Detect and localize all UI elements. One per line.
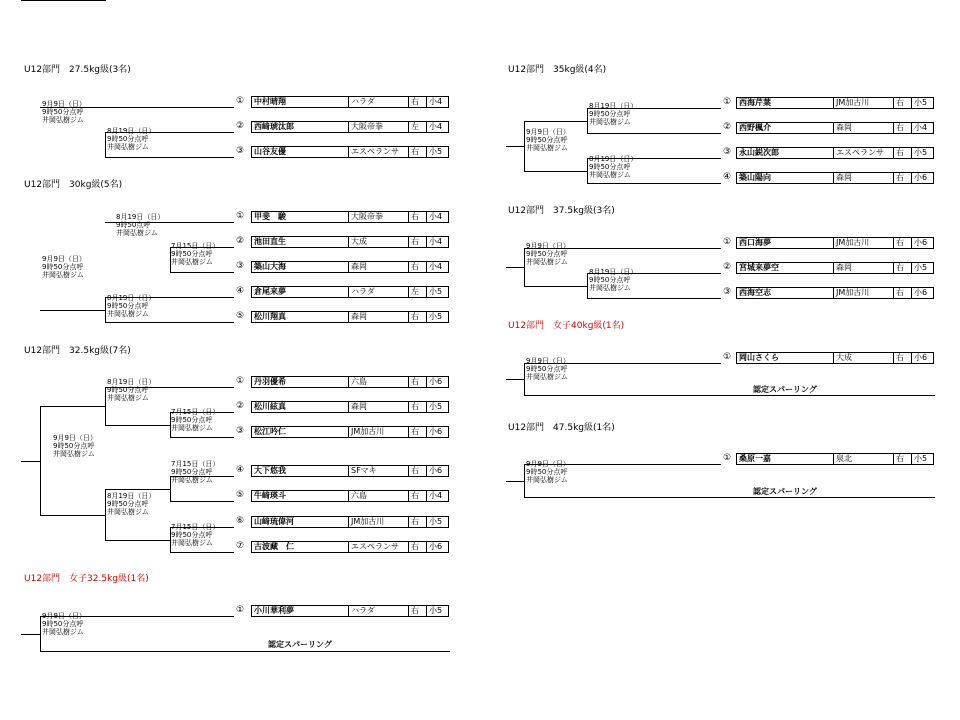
entrant-row [251, 605, 449, 617]
entrant-row [251, 516, 449, 528]
entrant-grade: 小6 [426, 427, 444, 437]
entrant-gym: エスペランサ [348, 542, 408, 552]
entrant-grade: 小5 [426, 312, 444, 322]
entrant-row [736, 287, 934, 299]
bout-date-label: 7月15日（日） 9時50分点呼 井岡弘樹ジム [171, 523, 220, 547]
entrant-row [251, 465, 449, 477]
bout-date-label: 9月9日（日） 9時50分点呼 井岡弘樹ジム [42, 612, 86, 636]
entrant-row [251, 96, 449, 108]
entrant-gym: JM加古川 [833, 98, 893, 108]
seed-number: ② [722, 262, 732, 272]
entrant-name: 松川絃真 [254, 402, 286, 411]
entrant-grade: 小5 [426, 606, 444, 616]
entrant-name: 桑原一嘉 [739, 454, 771, 463]
entrant-row [251, 286, 449, 298]
entrant-grade: 小6 [911, 353, 929, 363]
bracket-line [587, 133, 721, 134]
entrant-row [251, 376, 449, 388]
sparring-note: 認定スパーリング [753, 487, 817, 496]
entrant-name: 牛﨑瑛斗 [254, 491, 286, 500]
entrant-stance: 右 [893, 98, 911, 108]
bout-date-label: 9月9日（日） 9時50分点呼 井岡弘樹ジム [526, 242, 570, 266]
entrant-row [736, 262, 934, 274]
entrant-stance: 右 [893, 238, 911, 248]
entrant-row [251, 541, 449, 553]
bout-date-label: 9月9日（日） 9時50分点呼 井岡弘樹ジム [526, 128, 570, 152]
entrant-name: 西﨑琥汰郎 [254, 122, 294, 131]
entrant-stance: 右 [408, 491, 426, 501]
seed-number: ③ [722, 147, 732, 157]
bracket-line [40, 0, 106, 1]
entrant-name: 宮城来夢空 [739, 263, 779, 272]
division-title: U12部門 37.5kg級(3名) [508, 206, 615, 216]
entrant-row [251, 311, 449, 323]
entrant-stance: 右 [408, 427, 426, 437]
entrant-stance: 右 [408, 377, 426, 387]
bracket-line [506, 379, 525, 380]
entrant-grade: 小5 [426, 517, 444, 527]
entrant-stance: 右 [408, 212, 426, 222]
entrant-gym: JM加古川 [348, 517, 408, 527]
entrant-gym: ハラダ [348, 606, 408, 616]
entrant-row [736, 97, 934, 109]
bracket-line [506, 146, 525, 147]
seed-number: ② [235, 121, 245, 131]
entrant-grade: 小6 [426, 377, 444, 387]
entrant-stance: 右 [408, 606, 426, 616]
entrant-stance: 左 [408, 122, 426, 132]
entrant-grade: 小4 [426, 212, 444, 222]
seed-number: ⑤ [235, 490, 245, 500]
entrant-name: 倉尾来夢 [254, 287, 286, 296]
bracket-line [105, 489, 171, 490]
entrant-grade: 小4 [911, 123, 929, 133]
entrant-stance: 右 [408, 97, 426, 107]
entrant-gym: 大阪帝拳 [348, 212, 408, 222]
bracket-line [105, 132, 106, 158]
division-title: U12部門 女子32.5kg級(1名) [24, 574, 149, 584]
entrant-grade: 小4 [426, 122, 444, 132]
entrant-row [251, 236, 449, 248]
entrant-stance: 右 [408, 542, 426, 552]
entrant-stance: 右 [893, 353, 911, 363]
seed-number: ① [722, 453, 732, 463]
bracket-line [105, 157, 234, 158]
seed-number: ③ [235, 261, 245, 271]
entrant-name: 大下悠我 [254, 466, 286, 475]
bracket-line [524, 121, 588, 122]
entrant-stance: 右 [408, 402, 426, 412]
entrant-gym: SFマキ [348, 466, 408, 476]
bout-date-label: 7月15日（日） 9時50分点呼 井岡弘樹ジム [171, 242, 220, 266]
entrant-stance: 左 [408, 287, 426, 297]
entrant-grade: 小5 [426, 402, 444, 412]
entrant-gym: 森岡 [348, 402, 408, 412]
seed-number: ④ [235, 286, 245, 296]
entrant-stance: 右 [408, 517, 426, 527]
entrant-name: 甲斐 駿 [254, 212, 286, 221]
seed-number: ⑦ [235, 541, 245, 551]
bout-date-label: 8月19日（日） 9時50分点呼 井岡弘樹ジム [107, 492, 156, 516]
bracket-line [105, 425, 171, 426]
bout-date-label: 8月19日（日） 9時50分点呼 井岡弘樹ジム [589, 102, 638, 126]
entrant-gym: JM加古川 [833, 238, 893, 248]
bracket-line [21, 634, 41, 635]
bracket-line [587, 183, 721, 184]
division-title: U12部門 35kg級(4名) [508, 65, 607, 75]
bracket-line [170, 552, 234, 553]
entrant-name: 池田直生 [254, 237, 286, 246]
bout-date-label: 8月19日（日） 9時50分点呼 井岡弘樹ジム [589, 155, 638, 179]
entrant-gym: 森岡 [833, 263, 893, 273]
entrant-row [736, 352, 934, 364]
entrant-name: 中村晴翔 [254, 97, 286, 106]
bout-date-label: 9月9日（日） 9時50分点呼 井岡弘樹ジム [53, 434, 97, 458]
entrant-gym: JM加古川 [833, 288, 893, 298]
entrant-stance: 右 [408, 312, 426, 322]
seed-number: ③ [235, 146, 245, 156]
entrant-stance: 右 [408, 262, 426, 272]
entrant-stance: 右 [893, 123, 911, 133]
bracket-line [524, 497, 935, 498]
bracket-line [40, 310, 106, 311]
seed-number: ② [235, 236, 245, 246]
bracket-line [524, 286, 588, 287]
entrant-grade: 小6 [911, 238, 929, 248]
seed-number: ⑤ [235, 311, 245, 321]
entrant-stance: 右 [408, 147, 426, 157]
division-title: U12部門 27.5kg級(3名) [24, 65, 131, 75]
sparring-note: 認定スパーリング [753, 385, 817, 394]
entrant-name: 西野楓介 [739, 123, 771, 132]
entrant-stance: 右 [893, 454, 911, 464]
bracket-line [105, 322, 234, 323]
entrant-stance: 右 [893, 288, 911, 298]
bout-date-label: 8月19日（日） 9時50分点呼 井岡弘樹ジム [589, 268, 638, 292]
entrant-name: 古波藏 仁 [254, 542, 294, 551]
seed-number: ① [235, 96, 245, 106]
entrant-stance: 右 [408, 237, 426, 247]
entrant-gym: ハラダ [348, 287, 408, 297]
bracket-line [40, 406, 106, 407]
entrant-gym: 森岡 [348, 312, 408, 322]
entrant-stance: 右 [408, 466, 426, 476]
division-title: U12部門 47.5kg級(1名) [508, 423, 615, 433]
entrant-name: 小川華利夢 [254, 606, 294, 615]
entrant-row [251, 146, 449, 158]
entrant-grade: 小6 [911, 173, 929, 183]
entrant-grade: 小4 [426, 237, 444, 247]
bout-date-label: 8月19日（日） 9時50分点呼 井岡弘樹ジム [107, 378, 156, 402]
seed-number: ① [722, 237, 732, 247]
entrant-stance: 右 [893, 173, 911, 183]
entrant-name: 西海空志 [739, 288, 771, 297]
bracket-line [21, 0, 41, 1]
division-title: U12部門 女子40kg級(1名) [508, 321, 625, 331]
bracket-line [170, 437, 234, 438]
seed-number: ② [235, 401, 245, 411]
bracket-line [524, 171, 588, 172]
bracket-line [587, 298, 721, 299]
entrant-name: 丹羽優希 [254, 377, 286, 386]
entrant-row [251, 401, 449, 413]
entrant-grade: 小5 [426, 287, 444, 297]
bracket-line [506, 267, 525, 268]
entrant-name: 築山陽向 [739, 173, 771, 182]
entrant-row [736, 172, 934, 184]
seed-number: ④ [235, 465, 245, 475]
entrant-gym: 六島 [348, 491, 408, 501]
entrant-name: 築山大海 [254, 262, 286, 271]
entrant-gym: 大成 [833, 353, 893, 363]
entrant-grade: 小6 [911, 288, 929, 298]
entrant-grade: 小6 [426, 542, 444, 552]
bracket-line [170, 501, 234, 502]
seed-number: ② [722, 122, 732, 132]
entrant-name: 松川翔真 [254, 312, 286, 321]
entrant-gym: JM加古川 [348, 427, 408, 437]
bracket-line [40, 515, 106, 516]
entrant-gym: 森岡 [833, 173, 893, 183]
entrant-grade: 小5 [911, 148, 929, 158]
entrant-gym: 森岡 [833, 123, 893, 133]
entrant-row [736, 147, 934, 159]
division-title: U12部門 32.5kg級(7名) [24, 346, 131, 356]
entrant-gym: エスペランサ [833, 148, 893, 158]
bracket-line [21, 461, 41, 462]
bout-date-label: 8月19日（日） 9時50分点呼 井岡弘樹ジム [107, 127, 156, 151]
entrant-grade: 小5 [911, 263, 929, 273]
entrant-row [736, 453, 934, 465]
entrant-name: 永山鋭次郎 [739, 148, 779, 157]
entrant-grade: 小5 [911, 98, 929, 108]
entrant-name: 西海芹葉 [739, 98, 771, 107]
entrant-row [251, 211, 449, 223]
seed-number: ① [235, 211, 245, 221]
entrant-row [251, 261, 449, 273]
entrant-grade: 小5 [426, 147, 444, 157]
entrant-gym: 大阪帝拳 [348, 122, 408, 132]
entrant-gym: 泉北 [833, 454, 893, 464]
bout-date-label: 9月9日（日） 9時50分点呼 井岡弘樹ジム [526, 460, 570, 484]
seed-number: ③ [235, 426, 245, 436]
entrant-row [251, 426, 449, 438]
entrant-gym: 大成 [348, 237, 408, 247]
seed-number: ① [235, 376, 245, 386]
entrant-name: 西口海夢 [739, 238, 771, 247]
bracket-line [524, 395, 935, 396]
seed-number: ③ [722, 287, 732, 297]
entrant-grade: 小4 [426, 491, 444, 501]
entrant-grade: 小4 [426, 262, 444, 272]
entrant-row [251, 121, 449, 133]
division-title: U12部門 30kg級(5名) [24, 180, 123, 190]
seed-number: ④ [722, 172, 732, 182]
bout-date-label: 8月19日（日） 9時50分点呼 井岡弘樹ジム [107, 294, 156, 318]
entrant-stance: 右 [893, 148, 911, 158]
entrant-stance: 右 [893, 263, 911, 273]
bracket-line [506, 481, 525, 482]
seed-number: ⑥ [235, 516, 245, 526]
bout-date-label: 7月15日（日） 9時50分点呼 井岡弘樹ジム [171, 460, 220, 484]
bout-date-label: 7月15日（日） 9時50分点呼 井岡弘樹ジム [171, 408, 220, 432]
bracket-line [170, 272, 234, 273]
entrant-name: 山谷友優 [254, 147, 286, 156]
entrant-grade: 小4 [426, 97, 444, 107]
seed-number: ① [722, 352, 732, 362]
bout-date-label: 8月19日（日） 9時50点呼 井岡弘樹ジム [116, 213, 165, 237]
entrant-row [736, 237, 934, 249]
entrant-gym: エスペランサ [348, 147, 408, 157]
entrant-row [251, 490, 449, 502]
entrant-name: 松江吟仁 [254, 427, 286, 436]
seed-number: ① [722, 97, 732, 107]
entrant-gym: 六島 [348, 377, 408, 387]
entrant-gym: ハラダ [348, 97, 408, 107]
entrant-grade: 小6 [426, 466, 444, 476]
entrant-grade: 小5 [911, 454, 929, 464]
bracket-line [105, 540, 171, 541]
sparring-note: 認定スパーリング [268, 640, 332, 649]
seed-number: ① [235, 605, 245, 615]
bracket-line [40, 651, 450, 652]
bout-date-label: 9月9日（日） 9時50分点呼 井岡弘樹ジム [42, 255, 86, 279]
bout-date-label: 9月9日（日） 9時50分点呼 井岡弘樹ジム [42, 100, 86, 124]
entrant-row [736, 122, 934, 134]
bout-date-label: 9月9日（日） 9時50分点呼 井岡弘樹ジム [526, 357, 570, 381]
entrant-gym: 森岡 [348, 262, 408, 272]
entrant-name: 山﨑琉偉河 [254, 517, 294, 526]
entrant-name: 岡山さくら [739, 353, 779, 362]
